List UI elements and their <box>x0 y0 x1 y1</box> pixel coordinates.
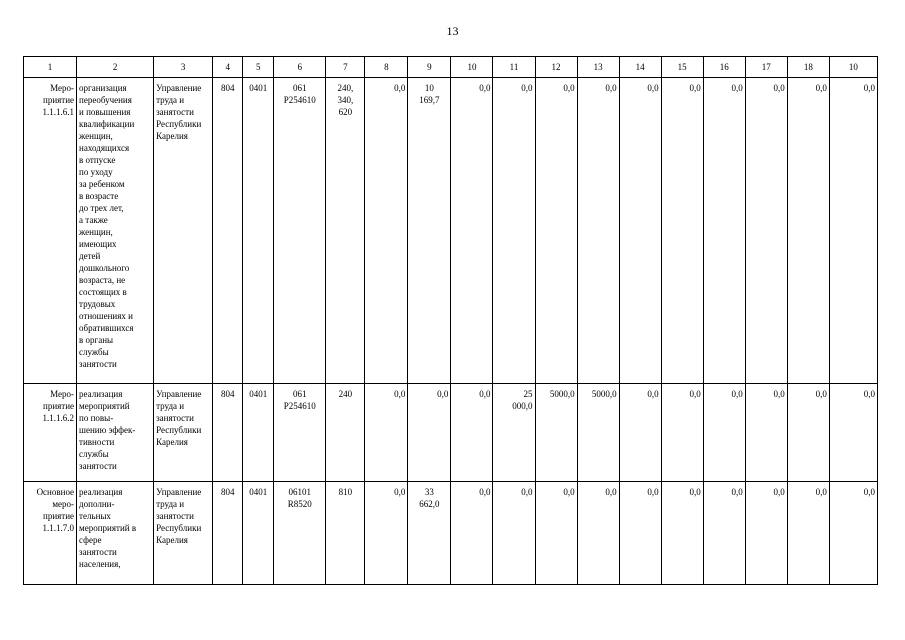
executor-cell: Управление труда и занятости Республики Карелия <box>154 481 213 584</box>
data-cell: 0,0 <box>365 78 408 384</box>
column-header: 11 <box>493 57 535 78</box>
column-header: 13 <box>577 57 619 78</box>
table-row <box>24 78 878 384</box>
data-cell: 804 <box>213 481 243 584</box>
data-cell: 0,0 <box>451 481 493 584</box>
data-cell: 0,0 <box>535 78 577 384</box>
data-cell: 061 P254610 <box>274 78 326 384</box>
data-cell: 0401 <box>243 383 274 481</box>
data-cell: 0,0 <box>703 481 745 584</box>
data-cell: 0,0 <box>829 78 877 384</box>
data-cell: 0,0 <box>619 383 661 481</box>
data-cell: 240 <box>326 383 365 481</box>
event-code-cell: Меро- приятие 1.1.1.6.1 <box>24 78 77 384</box>
data-cell: 0,0 <box>408 383 451 481</box>
executor-cell: Управление труда и занятости Республики Карелия <box>154 78 213 384</box>
data-cell: 810 <box>326 481 365 584</box>
column-header: 10 <box>451 57 493 78</box>
data-cell: 0401 <box>243 78 274 384</box>
data-cell: 804 <box>213 383 243 481</box>
data-cell: 0,0 <box>451 78 493 384</box>
data-cell: 0,0 <box>787 481 829 584</box>
table-row <box>24 383 878 481</box>
data-cell: 0,0 <box>619 78 661 384</box>
data-cell: 5000,0 <box>577 383 619 481</box>
column-header: 17 <box>745 57 787 78</box>
page-number: 13 <box>446 24 459 38</box>
event-name-cell: реализация мероприятий по повы- шению эффек- тивности службы занятости <box>77 383 154 481</box>
column-header: 5 <box>243 57 274 78</box>
data-cell: 0,0 <box>661 481 703 584</box>
column-header: 8 <box>365 57 408 78</box>
column-header: 15 <box>661 57 703 78</box>
column-header: 16 <box>703 57 745 78</box>
event-code-cell: Основное меро- приятие 1.1.1.7.0 <box>24 481 77 584</box>
data-cell: 0,0 <box>703 383 745 481</box>
data-cell: 0,0 <box>535 481 577 584</box>
event-name-cell: организация переобучения и повышения квалификации женщин, находящихся в отпуске по уходу за ребенком в возрасте до трех лет, а также женщин, имеющих детей дошкольного возраста, не состоящих в трудовых отношениях и обратившихся в органы службы занятости <box>77 78 154 384</box>
data-cell: 0,0 <box>661 383 703 481</box>
data-cell: 0,0 <box>787 383 829 481</box>
column-header: 12 <box>535 57 577 78</box>
data-cell: 33 662,0 <box>408 481 451 584</box>
data-cell: 0,0 <box>619 481 661 584</box>
event-code-cell: Меро- приятие 1.1.1.6.2 <box>24 383 77 481</box>
data-cell: 0,0 <box>577 78 619 384</box>
data-cell: 0,0 <box>661 78 703 384</box>
data-cell: 0,0 <box>493 481 535 584</box>
column-header: 2 <box>77 57 154 78</box>
data-cell: 0,0 <box>365 383 408 481</box>
column-header: 4 <box>213 57 243 78</box>
data-cell: 0,0 <box>703 78 745 384</box>
column-header: 3 <box>154 57 213 78</box>
data-cell: 0,0 <box>787 78 829 384</box>
executor-cell: Управление труда и занятости Республики Карелия <box>154 383 213 481</box>
data-cell: 0,0 <box>829 383 877 481</box>
column-header: 9 <box>408 57 451 78</box>
data-cell: 0,0 <box>829 481 877 584</box>
column-header: 18 <box>787 57 829 78</box>
data-cell: 804 <box>213 78 243 384</box>
data-cell: 0,0 <box>365 481 408 584</box>
data-cell: 10 169,7 <box>408 78 451 384</box>
budget-table <box>23 56 878 585</box>
table-row <box>24 481 878 584</box>
column-header: 14 <box>619 57 661 78</box>
data-cell: 0,0 <box>493 78 535 384</box>
data-cell: 06101 R8520 <box>274 481 326 584</box>
data-cell: 0401 <box>243 481 274 584</box>
data-cell: 25 000,0 <box>493 383 535 481</box>
data-cell: 0,0 <box>451 383 493 481</box>
data-cell: 061 P254610 <box>274 383 326 481</box>
event-name-cell: реализация дополни- тельных мероприятий в сфере занятости населения, <box>77 481 154 584</box>
data-cell: 0,0 <box>745 481 787 584</box>
column-header: 1 <box>24 57 77 78</box>
table-header-row <box>24 57 878 78</box>
data-cell: 240, 340, 620 <box>326 78 365 384</box>
data-cell: 0,0 <box>745 383 787 481</box>
column-header: 10 <box>829 57 877 78</box>
data-cell: 0,0 <box>577 481 619 584</box>
data-cell: 5000,0 <box>535 383 577 481</box>
data-cell: 0,0 <box>745 78 787 384</box>
column-header: 7 <box>326 57 365 78</box>
column-header: 6 <box>274 57 326 78</box>
